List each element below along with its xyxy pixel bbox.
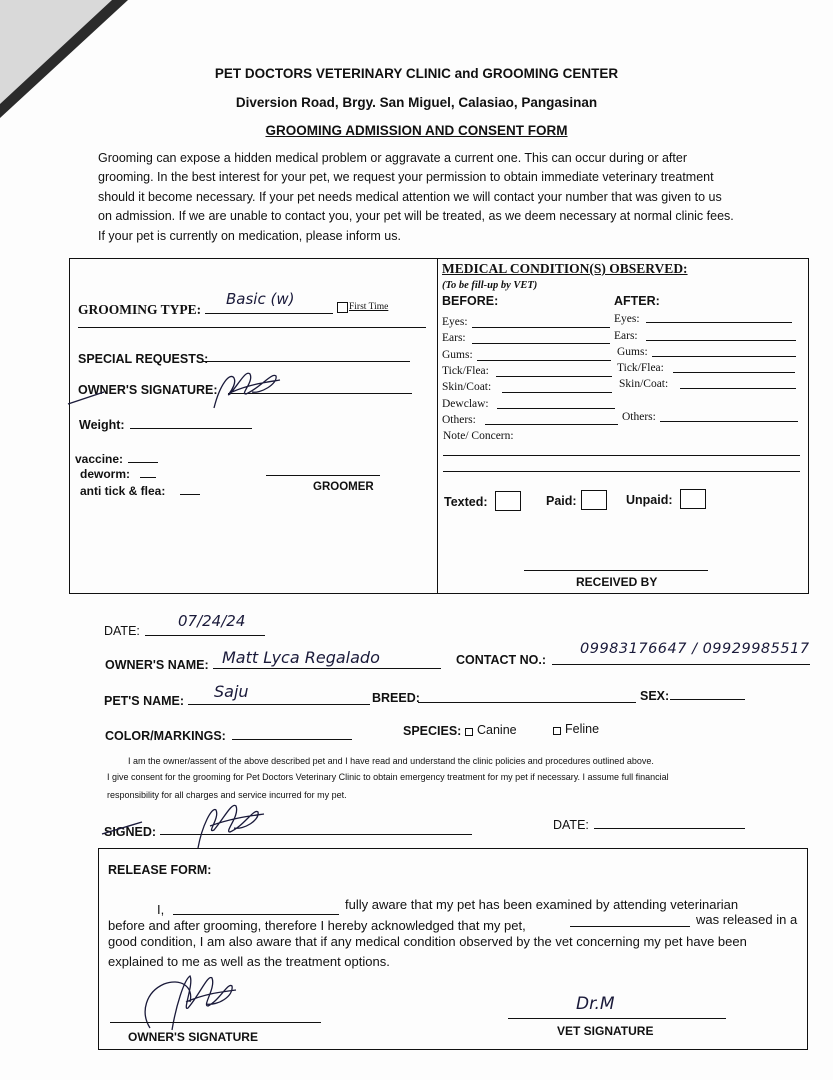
before-others-line[interactable]	[485, 424, 618, 425]
release-title: RELEASE FORM:	[108, 863, 212, 877]
feline-checkbox[interactable]	[553, 727, 561, 735]
deworm-line[interactable]	[140, 477, 156, 478]
vaccine-label: vaccine:	[75, 452, 124, 466]
owner-name-label: OWNER'S NAME:	[105, 658, 209, 672]
feline-label: Feline	[565, 722, 600, 736]
anti-tick-label: anti tick & flea:	[80, 484, 166, 498]
contact-label: CONTACT NO.:	[456, 653, 547, 667]
breed-label: BREED:	[372, 691, 420, 705]
date-line[interactable]	[145, 635, 265, 636]
owner-signature-label: OWNER'S SIGNATURE:	[78, 383, 218, 397]
contact-line[interactable]	[552, 664, 810, 665]
after-ears-line[interactable]	[646, 340, 796, 341]
note-concern-label: Note/ Concern:	[443, 430, 514, 442]
after-skin-label: Skin/Coat:	[619, 378, 669, 390]
after-label: AFTER:	[614, 294, 660, 308]
before-gums-line[interactable]	[477, 360, 611, 361]
after-tick-label: Tick/Flea:	[617, 362, 664, 374]
release-line-1a: I,	[157, 902, 165, 917]
release-line-2a: before and after grooming, therefore I hereby acknowledged that my pet,	[108, 918, 526, 933]
note-line-1[interactable]	[443, 455, 800, 456]
before-skin-line[interactable]	[502, 392, 612, 393]
weight-line[interactable]	[130, 428, 252, 429]
canine-checkbox[interactable]	[465, 728, 473, 736]
before-gums-label: Gums:	[442, 349, 473, 361]
first-time-label: First Time	[349, 302, 389, 312]
before-ears-label: Ears:	[442, 332, 466, 344]
sex-line[interactable]	[670, 699, 745, 700]
after-eyes-line[interactable]	[646, 322, 792, 323]
canine-label: Canine	[477, 723, 517, 737]
breed-line[interactable]	[418, 702, 636, 703]
vet-signature-line[interactable]	[508, 1018, 726, 1019]
grooming-type-label: GROOMING TYPE:	[78, 302, 202, 317]
sex-label: SEX:	[640, 689, 670, 703]
vet-initials: Dr.M	[576, 994, 615, 1014]
groomer-label: GROOMER	[313, 481, 374, 493]
consent-line-1: I am the owner/assent of the above described pet and I have read and understand the clinic policies and procedures outlined above.	[128, 756, 654, 766]
grooming-type-value[interactable]: Basic (w)	[226, 290, 295, 308]
pet-name-label: PET'S NAME:	[104, 694, 185, 708]
unpaid-checkbox[interactable]	[680, 489, 706, 509]
grooming-type-line	[205, 313, 333, 314]
received-by-line[interactable]	[524, 570, 708, 571]
groomer-line[interactable]	[266, 475, 380, 476]
anti-tick-line[interactable]	[180, 494, 200, 495]
before-tick-label: Tick/Flea:	[442, 365, 489, 377]
weight-label: Weight:	[79, 418, 125, 432]
color-markings-label: COLOR/MARKINGS:	[105, 729, 226, 743]
release-owner-signature-label: OWNER'S SIGNATURE	[128, 1030, 258, 1044]
texted-checkbox[interactable]	[495, 491, 521, 511]
vaccine-line[interactable]	[128, 462, 158, 463]
after-gums-label: Gums:	[617, 346, 648, 358]
note-line-2[interactable]	[443, 471, 800, 472]
before-skin-label: Skin/Coat:	[442, 381, 492, 393]
release-line-3: good condition, I am also aware that if any medical condition observed by the vet concerning my pet have been	[108, 934, 747, 949]
paid-label: Paid:	[546, 494, 577, 508]
intro-line-3: should it become necessary. If your pet needs medical attention we will contact your number that was given to us	[98, 190, 722, 204]
grooming-type-line-2	[78, 327, 426, 328]
color-markings-line[interactable]	[232, 739, 352, 740]
special-requests-label: SPECIAL REQUESTS:	[78, 352, 209, 366]
release-pet-name-line[interactable]	[570, 926, 690, 927]
texted-label: Texted:	[444, 495, 488, 509]
medical-title: MEDICAL CONDITION(S) OBSERVED:	[442, 261, 688, 276]
unpaid-label: Unpaid:	[626, 493, 673, 507]
before-others-label: Others:	[442, 414, 476, 426]
consent-date-line[interactable]	[594, 828, 745, 829]
before-dewclaw-label: Dewclaw:	[442, 398, 489, 410]
date-value[interactable]: 07/24/24	[178, 612, 246, 630]
after-skin-line[interactable]	[680, 388, 796, 389]
received-by-label: RECEIVED BY	[576, 575, 658, 589]
consent-date-label: DATE:	[553, 818, 589, 832]
date-label: DATE:	[104, 624, 140, 638]
owner-name-value[interactable]: Matt Lyca Regalado	[222, 648, 380, 667]
first-time-checkbox[interactable]	[337, 302, 348, 313]
intro-line-1: Grooming can expose a hidden medical problem or aggravate a current one. This can occur during or after	[98, 151, 687, 165]
after-others-line[interactable]	[660, 421, 798, 422]
release-owner-signature-scribble	[120, 972, 240, 1032]
after-eyes-label: Eyes:	[614, 313, 640, 325]
consent-signature-scribble	[98, 796, 268, 852]
before-label: BEFORE:	[442, 294, 499, 308]
before-tick-line[interactable]	[496, 376, 612, 377]
after-gums-line[interactable]	[652, 356, 796, 357]
after-tick-line[interactable]	[673, 372, 795, 373]
release-line-4: explained to me as well as the treatment options.	[108, 954, 390, 969]
paid-checkbox[interactable]	[581, 490, 607, 510]
page-curl-fold	[0, 0, 112, 104]
release-line-1b: fully aware that my pet has been examined by attending veterinarian	[345, 897, 739, 912]
before-dewclaw-line[interactable]	[497, 408, 615, 409]
owner-name-line[interactable]	[213, 668, 441, 669]
release-owner-signature-line[interactable]	[110, 1022, 321, 1023]
special-requests-line[interactable]	[202, 361, 410, 362]
before-eyes-line[interactable]	[472, 327, 610, 328]
form-title: GROOMING ADMISSION AND CONSENT FORM	[265, 123, 568, 138]
deworm-label: deworm:	[80, 467, 131, 481]
after-ears-label: Ears:	[614, 330, 638, 342]
signed-label: SIGNED:	[104, 825, 157, 839]
consent-line-3: responsibility for all charges and service incurred for my pet.	[107, 790, 347, 800]
intro-line-5: If your pet is currently on medication, please inform us.	[98, 229, 401, 243]
medical-subtitle: (To be fill-up by VET)	[442, 280, 538, 291]
intro-line-2: grooming. In the best interest for your pet, we request your permission to obtain immediate veterinary treatment	[98, 170, 714, 184]
intro-line-4: on admission. If we are unable to contact you, your pet will be treated, as we deem necessary at normal clinic fees.	[98, 209, 734, 223]
clinic-address: Diversion Road, Brgy. San Miguel, Calasiao, Pangasinan	[235, 95, 598, 110]
owner-signature-scribble	[64, 364, 284, 412]
clinic-name: PET DOCTORS VETERINARY CLINIC and GROOMING CENTER	[214, 66, 619, 81]
contact-value[interactable]: 09983176647 / 09929985517	[580, 641, 810, 657]
pet-name-value[interactable]: Saju	[214, 682, 249, 701]
vet-signature-label: VET SIGNATURE	[557, 1024, 654, 1038]
release-owner-name-line[interactable]	[173, 914, 339, 915]
pet-name-line[interactable]	[188, 704, 370, 705]
species-label: SPECIES:	[403, 724, 462, 738]
after-others-label: Others:	[622, 411, 656, 423]
panel-divider	[437, 258, 438, 594]
before-ears-line[interactable]	[472, 343, 610, 344]
before-eyes-label: Eyes:	[442, 316, 468, 328]
consent-line-2: I give consent for the grooming for Pet Doctors Veterinary Clinic to obtain emergency treatment for my pet if necessary. I assume full financial	[107, 772, 669, 782]
release-line-2b: was released in a	[696, 912, 798, 927]
